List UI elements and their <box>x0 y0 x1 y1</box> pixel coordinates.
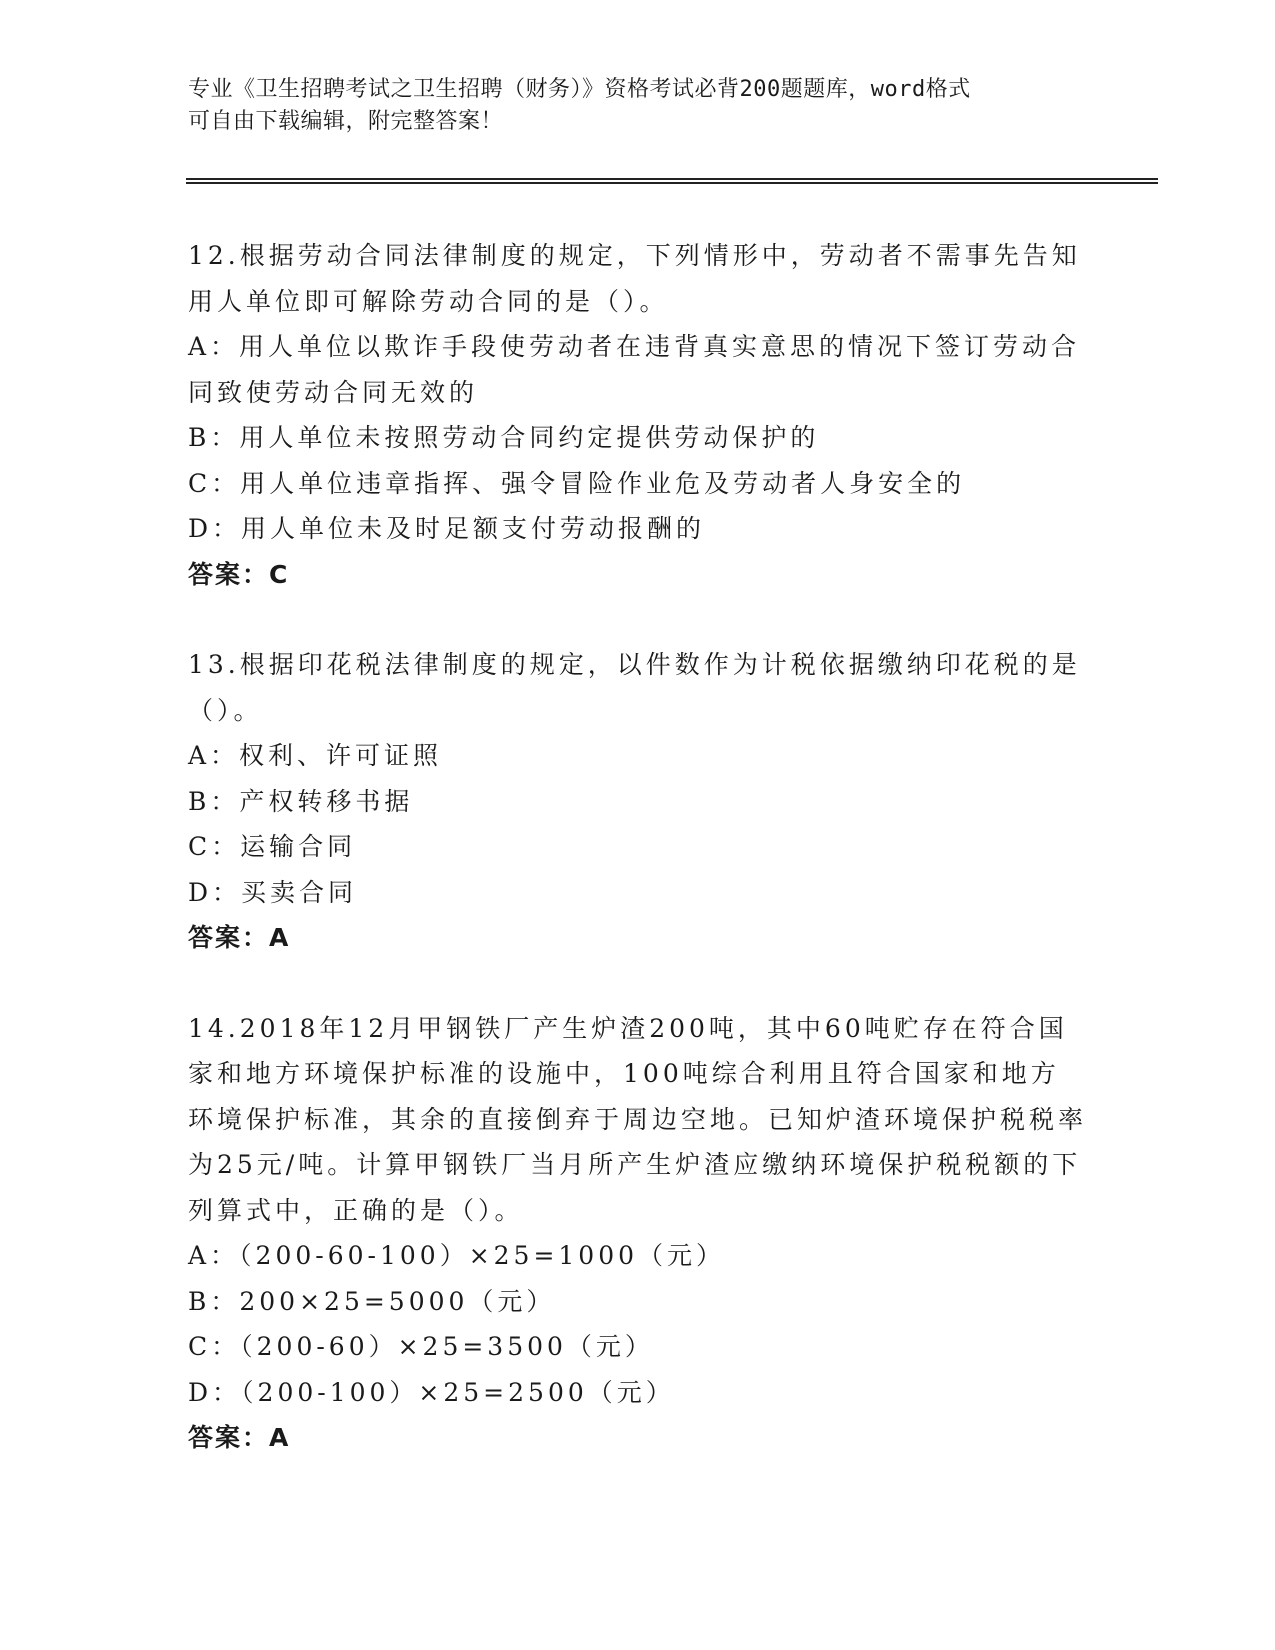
option-c: C：运输合同 <box>188 832 357 861</box>
question-13 <box>188 642 1088 961</box>
option-a: A：（200-60-100）×25=1000（元） <box>188 1241 726 1270</box>
header-title-line-2: 可自由下载编辑，附完整答案！ <box>188 109 504 134</box>
option-d: D：（200-100）×25=2500（元） <box>188 1377 675 1407</box>
option-b: B：用人单位未按照劳动合同约定提供劳动保护的 <box>188 423 820 452</box>
question-14 <box>188 1006 1088 1461</box>
answer: 答案：A <box>188 923 291 952</box>
question-stem: 12.根据劳动合同法律制度的规定，下列情形中，劳动者不需事先告知用人单位即可解除劳动合同的是（）。 <box>188 241 1081 316</box>
option-c: C：用人单位违章指挥、强令冒险作业危及劳动者人身安全的 <box>188 468 966 498</box>
option-c: C：（200-60）×25=3500（元） <box>188 1332 654 1361</box>
option-a: A：权利、许可证照 <box>188 741 443 770</box>
answer: 答案：C <box>188 559 290 589</box>
option-b: B：产权转移书据 <box>188 786 414 816</box>
option-d: D：买卖合同 <box>188 877 358 907</box>
header-divider <box>186 178 1158 184</box>
question-stem: 14.2018年12月甲钢铁厂产生炉渣200吨，其中60吨贮存在符合国家和地方环境保护标准的设施中，100吨综合利用且符合国家和地方环境保护标准，其余的直接倒弃于周边空地。已知炉渣环境保护税税率为25元/吨。计算甲钢铁厂当月所产生炉渣应缴纳环境保护税税额的下列算式中，正确的是（）。 <box>188 1013 1088 1225</box>
question-stem: 13.根据印花税法律制度的规定，以件数作为计税依据缴纳印花税的是（）。 <box>188 650 1081 725</box>
answer: 答案：A <box>188 1423 291 1452</box>
document-header <box>188 74 1068 138</box>
question-list <box>188 233 1088 1506</box>
option-a: A：用人单位以欺诈手段使劳动者在违背真实意思的情况下签订劳动合同致使劳动合同无效的 <box>188 332 1081 407</box>
question-12 <box>188 233 1088 597</box>
header-title-line-1: 专业《卫生招聘考试之卫生招聘（财务）》资格考试必背200题题库，word格式 <box>188 77 971 102</box>
option-d: D：用人单位未及时足额支付劳动报酬的 <box>188 514 706 543</box>
option-b: B：200×25=5000（元） <box>188 1286 556 1316</box>
